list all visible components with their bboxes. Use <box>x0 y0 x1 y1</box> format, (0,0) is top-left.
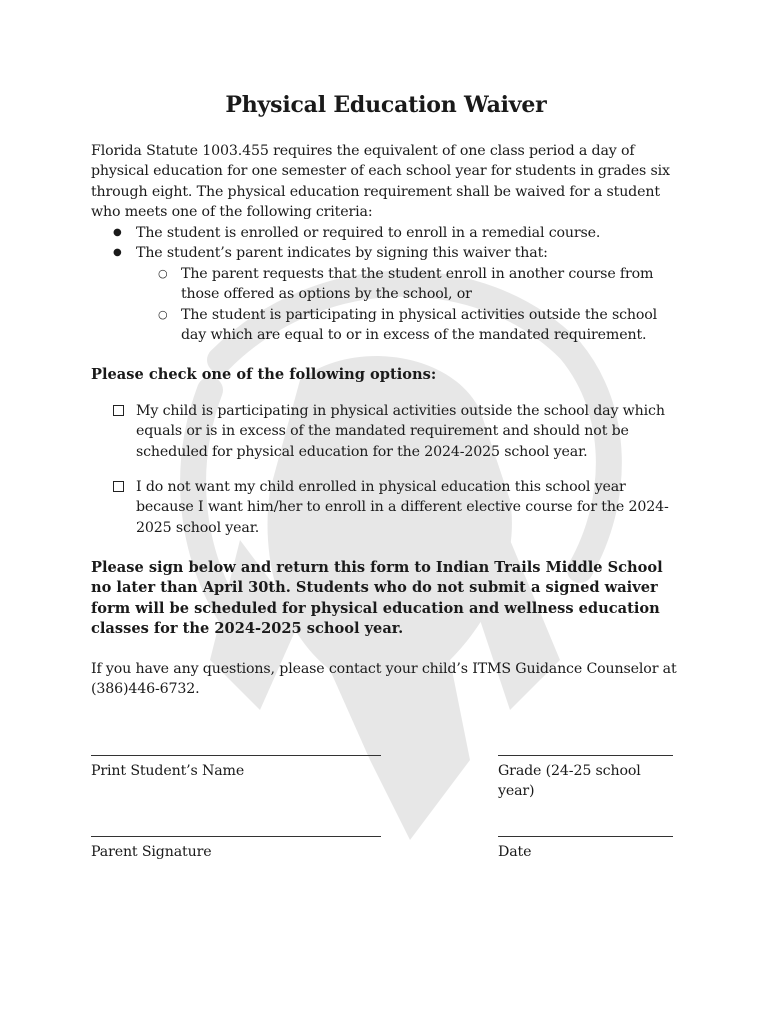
date-label: Date <box>498 844 532 860</box>
student-name-line[interactable] <box>91 755 381 756</box>
option-row[interactable] <box>113 401 683 462</box>
option-label: My child is participating in physical activities outside the school day which equals or is in excess of the mandated requirement and should not be scheduled for physical education for the 2024-2025 school year. <box>136 403 665 460</box>
return-notice: Please sign below and return this form to Indian Trails Middle School no later than April 30th. Students who do not submit a signed waiver form will be scheduled for physical education and wellness education classes for the 2024-2025 school year. <box>91 559 663 638</box>
page-title: Physical Education Waiver <box>225 92 547 118</box>
sub-criteria-text: The parent requests that the student enroll in another course from those offered as options by the school, or <box>181 265 654 303</box>
student-name-label: Print Student’s Name <box>91 763 245 779</box>
list-item <box>136 264 681 305</box>
circle-bullet-icon: ○ <box>158 307 168 321</box>
sub-criteria-text: The student is participating in physical activities outside the school day which are equal to or in excess of the mandated requirement. <box>181 306 658 344</box>
criteria-item-text: The student is enrolled or required to enroll in a remedial course. <box>136 225 601 241</box>
list-item <box>91 243 681 345</box>
list-item <box>91 223 681 243</box>
options-heading: Please check one of the following options: <box>91 366 437 383</box>
bullet-icon: ● <box>113 247 122 259</box>
contact-paragraph: If you have any questions, please contact your child’s ITMS Guidance Counselor at (386)446-6732. <box>91 661 677 698</box>
circle-bullet-icon: ○ <box>158 266 168 280</box>
option-label: I do not want my child enrolled in physical education this school year because I want him/her to enroll in a different elective course for the 2024-2025 school year. <box>136 479 669 536</box>
intro-paragraph: Florida Statute 1003.455 requires the equivalent of one class period a day of physical education for one semester of each school year for students in grades six through eight. The physical education requirement shall be waived for a student who meets one of the following criteria: <box>91 143 670 221</box>
parent-signature-line[interactable] <box>91 836 381 837</box>
criteria-item-text: The student’s parent indicates by signing this waiver that: <box>136 245 548 262</box>
grade-label: Grade (24-25 school year) <box>498 763 641 800</box>
bullet-icon: ● <box>113 227 122 238</box>
option-checkbox[interactable] <box>113 481 124 492</box>
sub-criteria-list <box>136 264 681 346</box>
grade-line[interactable] <box>498 755 673 756</box>
criteria-list <box>91 223 681 345</box>
parent-signature-label: Parent Signature <box>91 844 212 860</box>
date-line[interactable] <box>498 836 673 837</box>
list-item <box>136 305 681 346</box>
option-row[interactable] <box>113 477 683 538</box>
option-checkbox[interactable] <box>113 405 124 416</box>
